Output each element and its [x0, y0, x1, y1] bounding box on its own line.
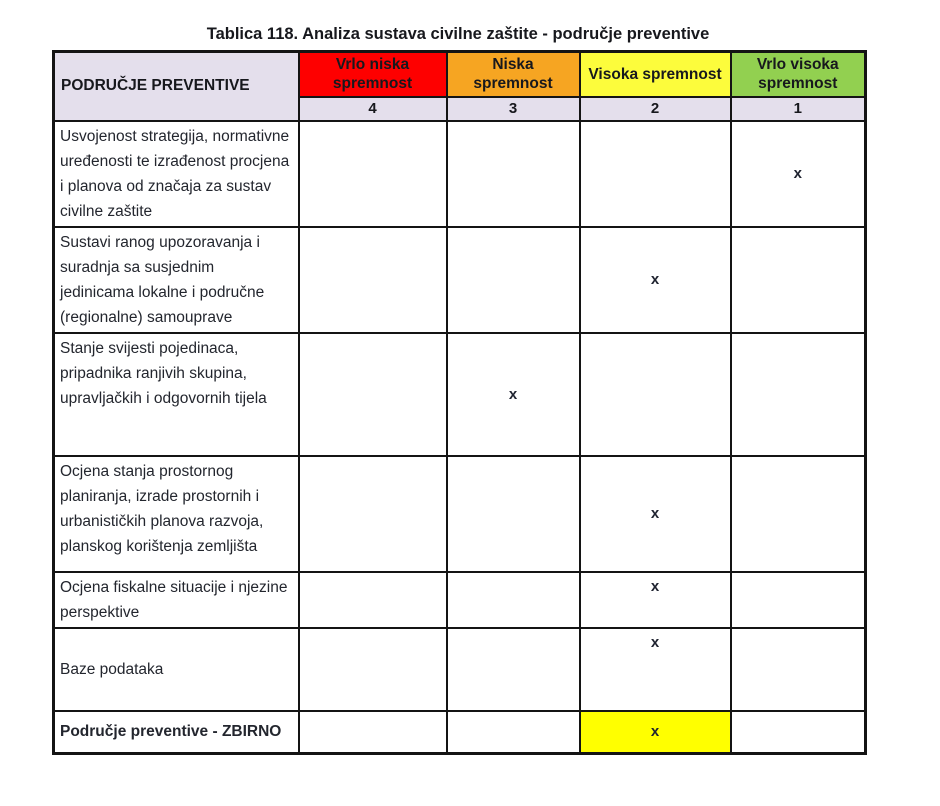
mark-cell: x	[580, 628, 731, 711]
mark-cell	[299, 227, 447, 333]
column-header-niska-spremnost: Niska spremnost	[447, 52, 580, 97]
row-label: Usvojenost strategija, normativne uređenosti te izrađenost procjena i planova od značaja za sustav civilne zaštite	[54, 121, 299, 227]
mark-cell: x	[580, 456, 731, 572]
score-cell-2: 2	[580, 97, 731, 121]
table-row	[54, 121, 866, 227]
summary-highlight-cell: x	[580, 711, 731, 754]
table-row	[54, 628, 866, 711]
mark-cell	[447, 121, 580, 227]
summary-row	[54, 711, 866, 754]
mark-cell	[299, 456, 447, 572]
mark-cell: x	[580, 227, 731, 333]
score-cell-1: 1	[731, 97, 866, 121]
mark-cell	[299, 711, 447, 754]
column-header-podrucje-preventive: PODRUČJE PREVENTIVE	[54, 52, 299, 121]
row-label: Stanje svijesti pojedinaca, pripadnika ranjivih skupina, upravljačkih i odgovornih tijela	[54, 333, 299, 456]
preventive-analysis-table	[52, 50, 867, 755]
mark-cell	[731, 456, 866, 572]
mark-cell: x	[447, 333, 580, 456]
row-label: Ocjena stanja prostornog planiranja, izrade prostornih i urbanističkih planova razvoja, planskog korištenja zemljišta	[54, 456, 299, 572]
mark-cell	[580, 121, 731, 227]
mark-cell	[299, 121, 447, 227]
mark-cell	[731, 711, 866, 754]
column-header-visoka-spremnost: Visoka spremnost	[580, 52, 731, 97]
mark-cell	[447, 572, 580, 628]
score-cell-4: 4	[299, 97, 447, 121]
table-row	[54, 572, 866, 628]
score-cell-3: 3	[447, 97, 580, 121]
mark-cell	[580, 333, 731, 456]
column-header-vrlo-visoka-spremnost: Vrlo visoka spremnost	[731, 52, 866, 97]
mark-cell	[299, 628, 447, 711]
mark-cell	[447, 227, 580, 333]
column-header-vrlo-niska-spremnost: Vrlo niska spremnost	[299, 52, 447, 97]
mark-cell	[731, 628, 866, 711]
mark-cell	[731, 227, 866, 333]
mark-cell	[731, 572, 866, 628]
table-row	[54, 456, 866, 572]
row-label: Baze podataka	[54, 628, 299, 711]
mark-cell	[447, 711, 580, 754]
mark-cell	[299, 572, 447, 628]
summary-row-label: Područje preventive - ZBIRNO	[54, 711, 299, 754]
row-label: Ocjena fiskalne situacije i njezine perspektive	[54, 572, 299, 628]
table-row	[54, 333, 866, 456]
mark-cell	[731, 333, 866, 456]
table-title: Tablica 118. Analiza sustava civilne zaštite - područje preventive	[206, 25, 710, 43]
mark-cell: x	[580, 572, 731, 628]
mark-cell	[299, 333, 447, 456]
row-label: Sustavi ranog upozoravanja i suradnja sa susjednim jedinicama lokalne i područne (regionalne) samouprave	[54, 227, 299, 333]
table-row	[54, 227, 866, 333]
mark-cell	[447, 628, 580, 711]
header-row	[54, 52, 866, 97]
mark-cell: x	[731, 121, 866, 227]
mark-cell	[447, 456, 580, 572]
